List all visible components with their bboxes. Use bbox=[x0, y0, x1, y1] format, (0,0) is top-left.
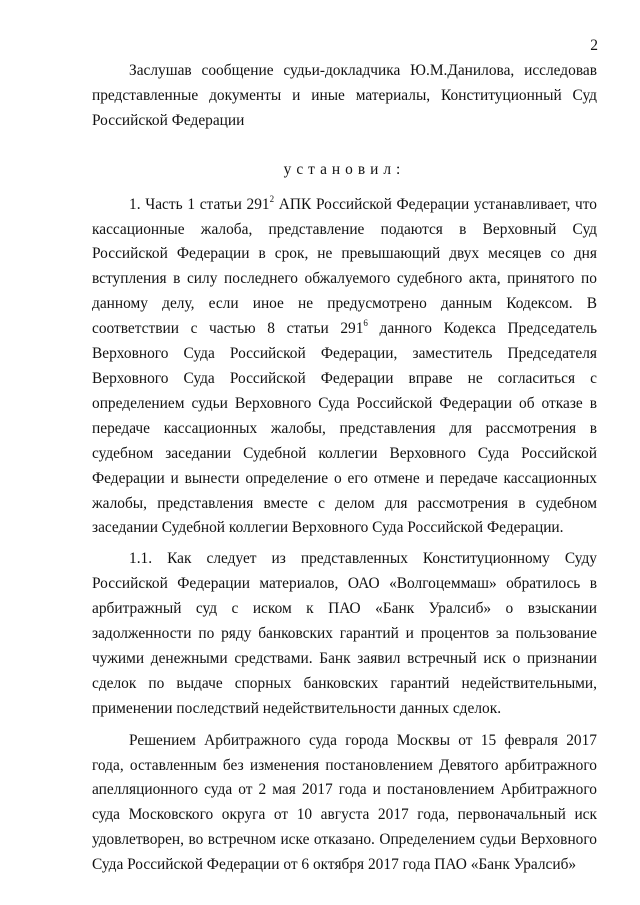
paragraph-decision: Решением Арбитражного суда города Москвы от 15 февраля 2017 года, оставленным без изменения постановлением Девятого арбитражного апелляционного суда от 2 мая 2017 года и постановлением Арбитражного суда Московского округа от 10 августа 2017 года, первоначальный иск удовлетворен, во встречном иске отказано. Определением судьи Верховного Суда Российской Федерации от 6 октября 2017 года ПАО «Банк Уралсиб» bbox=[92, 731, 597, 874]
paragraph-1-part-a: 1. Часть 1 статьи 291 bbox=[129, 195, 270, 213]
intro-paragraph: Заслушав сообщение судьи-докладчика Ю.М.Данилова, исследовав представленные документы и иные материалы, Конституционный Суд Российской Федерации bbox=[92, 62, 597, 129]
paragraph-1-1: 1.1. Как следует из представленных Конституционному Суду Российской Федерации материалов, ОАО «Волгоцеммаш» обратилось в арбитражный суд с иском к ПАО «Банк Уралсиб» о взыскании задолженности по ряду банковских гарантий и процентов за пользование чужими денежными средствами. Банк заявил встречный иск о признании сделок по выдаче спорных банковских гарантий недействительными, применении последствий недействительности данных сделок. bbox=[92, 550, 597, 717]
paragraph-1 bbox=[92, 193, 597, 542]
page-number: 2 bbox=[590, 37, 598, 54]
heading-ustanovil: установил: bbox=[283, 160, 406, 178]
superscript-6: 6 bbox=[363, 318, 368, 329]
document-body bbox=[92, 59, 597, 878]
superscript-2: 2 bbox=[269, 193, 275, 204]
paragraph-1-part-b: АПК Российской Федерации устанавливает, что кассационные жалоба, представление подаются в Верховный Суд Российской Федерации в срок, не превышающий двух месяцев со дня вступления в силу последнего обжалуемого судебного акта, принятого по данному делу, если иное не предусмотрено данным Кодексом. В соответствии с частью 8 статьи 291 bbox=[92, 195, 597, 338]
paragraph-1-part-c: данного Кодекса Председатель Верховного Суда Российской Федерации, заместитель Председателя Верховного Суда Российской Федерации вправе не согласиться с определением судьи Верховного Суда Российской Федерации об отказе в передаче кассационных жалобы, представления для рассмотрения в судебном заседании Судебной коллегии Верховного Суда Российской Федерации и вынести определение о его отмене и передаче кассационных жалобы, представления вместе с делом для рассмотрения в судебном заседании Судебной коллегии Верховного Суда Российской Федерации. bbox=[92, 320, 597, 537]
